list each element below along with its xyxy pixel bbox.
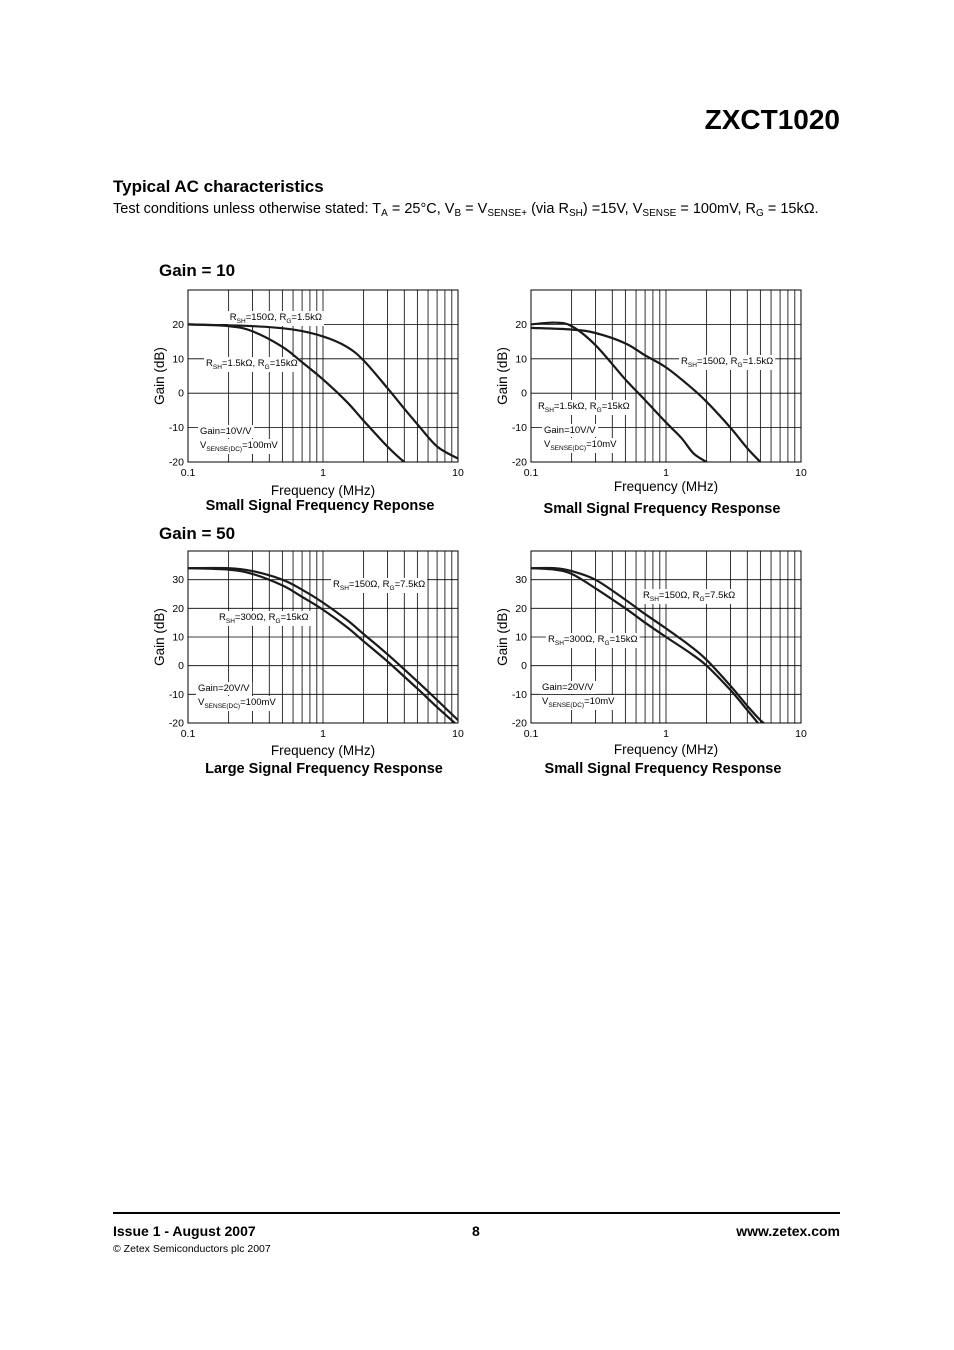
label-text: =7.5kΩ [704, 590, 736, 601]
y-tick-label: -10 [511, 688, 527, 701]
label-subscript: G [699, 596, 705, 603]
y-tick-label: -20 [511, 717, 527, 730]
chart-gain10-small-signal-10mv [483, 280, 823, 500]
label-text: =10mV [586, 439, 617, 450]
label-text: =100mV [240, 697, 276, 708]
label-text: =150Ω, R [696, 356, 738, 367]
chart-gain50-large-signal-100mv [140, 541, 480, 761]
label-subscript: G [264, 364, 270, 371]
label-text: =150Ω, R [348, 579, 390, 590]
conditions-note-gain: Gain=10V/V [544, 425, 596, 436]
label-text: =1.5kΩ, R [221, 358, 265, 369]
label-text: R [643, 590, 650, 601]
label-text: R [229, 312, 237, 323]
x-tick-label: 1 [663, 467, 669, 479]
label-subscript: SENSE(DC) [548, 702, 585, 709]
footer-website: www.zetex.com [736, 1223, 840, 1239]
label-text: R [538, 401, 545, 412]
label-subscript: SH [687, 362, 697, 369]
label-text: R [219, 612, 226, 623]
chart-caption: Large Signal Frequency Response [205, 761, 443, 777]
x-axis-title: Frequency (MHz) [613, 479, 719, 494]
y-tick-label: 10 [172, 353, 184, 366]
footer-page-number: 8 [472, 1223, 480, 1239]
x-tick-label: 0.1 [180, 467, 196, 479]
y-tick-label: -10 [168, 688, 184, 701]
y-tick-label: 20 [172, 602, 184, 615]
label-subscript: SH [554, 640, 564, 647]
label-text: =300Ω, R [234, 612, 276, 623]
y-axis-title: Gain (dB) [495, 608, 510, 666]
chart-gain50-small-signal-10mv [483, 541, 823, 761]
y-tick-label: 20 [515, 602, 527, 615]
label-subscript: G [604, 640, 610, 647]
label-subscript: G [737, 362, 743, 369]
x-tick-label: 10 [795, 728, 807, 740]
y-tick-label: 0 [521, 387, 527, 400]
label-subscript: SENSE(DC) [550, 445, 587, 452]
x-tick-label: 10 [452, 467, 464, 479]
label-text: =1.5kΩ, R [553, 401, 597, 412]
x-tick-label: 0.1 [523, 728, 539, 740]
y-tick-label: 10 [515, 353, 527, 366]
label-text: =100mV [242, 440, 278, 451]
x-tick-label: 1 [663, 728, 669, 740]
label-text: =15kΩ [269, 358, 298, 369]
label-text: R [206, 358, 213, 369]
y-tick-label: -20 [168, 456, 184, 469]
gain-50-label: Gain = 50 [159, 524, 236, 543]
test-conditions: Test conditions unless otherwise stated: $T_A = 25^\circ C$, $V_B = V_{SENSE+}$ (via $R_{SH}) =15V$, $V_{SENSE} = 100mV$, $R_G = 15k\Omega$. [113, 201, 819, 219]
y-tick-label: 10 [172, 631, 184, 644]
y-tick-label: 10 [515, 631, 527, 644]
label-subscript: G [275, 618, 281, 625]
label-text: =15kΩ [609, 634, 638, 645]
y-tick-label: 20 [172, 318, 184, 331]
y-tick-label: 30 [172, 574, 184, 587]
x-tick-label: 10 [795, 467, 807, 479]
section-heading: Typical AC characteristics [113, 177, 324, 196]
y-tick-label: 0 [178, 387, 184, 400]
label-text: R [548, 634, 555, 645]
x-tick-label: 10 [452, 728, 464, 740]
label-subscript: SENSE(DC) [206, 446, 243, 453]
label-subscript: SH [339, 585, 349, 592]
y-tick-label: -20 [511, 456, 527, 469]
y-axis-title: Gain (dB) [152, 347, 167, 405]
y-tick-label: 30 [515, 574, 527, 587]
conditions-note-gain: Gain=10V/V [200, 426, 252, 437]
label-text: =15kΩ [601, 401, 630, 412]
annotations [540, 589, 737, 710]
label-text: R [333, 579, 340, 590]
label-text: =10mV [584, 696, 615, 707]
label-text: R [681, 356, 688, 367]
label-subscript: SENSE(DC) [204, 703, 241, 710]
label-text: =1.5kΩ [291, 312, 322, 323]
label-text: V [544, 439, 551, 450]
y-tick-label: -10 [168, 422, 184, 435]
x-tick-label: 0.1 [523, 467, 539, 479]
x-tick-label: 1 [320, 728, 326, 740]
label-text: =300Ω, R [563, 634, 605, 645]
conditions-note-gain: Gain=20V/V [198, 683, 250, 694]
x-tick-label: 0.1 [180, 728, 196, 740]
chart-caption: Small Signal Frequency Reponse [205, 498, 435, 514]
chart-caption: Small Signal Frequency Response [543, 501, 781, 517]
label-subscript: G [596, 407, 602, 414]
x-axis-title: Frequency (MHz) [270, 483, 376, 498]
label-subscript: G [286, 318, 292, 325]
label-text: =150Ω, R [658, 590, 700, 601]
footer-issue: Issue 1 - August 2007 [113, 1223, 256, 1239]
label-text: =15kΩ [280, 612, 309, 623]
annotations [196, 578, 427, 711]
label-text: =150Ω, R [245, 312, 287, 323]
label-text: V [200, 440, 207, 451]
label-subscript: G [389, 585, 395, 592]
label-subscript: SH [544, 407, 554, 414]
y-tick-label: 20 [515, 318, 527, 331]
chart-caption: Small Signal Frequency Response [544, 761, 782, 777]
label-subscript: SH [212, 364, 222, 371]
label-text: =7.5kΩ [394, 579, 426, 590]
y-axis-title: Gain (dB) [152, 608, 167, 666]
x-tick-label: 1 [320, 467, 326, 479]
label-subscript: SH [225, 618, 235, 625]
label-subscript: SH [649, 596, 659, 603]
footer-divider [113, 1212, 840, 1214]
document-title: ZXCT1020 [704, 104, 840, 135]
x-axis-title: Frequency (MHz) [613, 742, 719, 757]
conditions-note-gain: Gain=20V/V [542, 682, 594, 693]
y-axis-title: Gain (dB) [495, 347, 510, 405]
y-tick-label: 0 [521, 660, 527, 673]
gain-10-label: Gain = 10 [159, 261, 236, 280]
footer-copyright: © Zetex Semiconductors plc 2007 [113, 1243, 271, 1255]
label-text: V [542, 696, 549, 707]
y-tick-label: 0 [178, 660, 184, 673]
label-subscript: SH [236, 318, 246, 325]
y-tick-label: -20 [168, 717, 184, 730]
x-axis-title: Frequency (MHz) [270, 743, 376, 758]
chart-gain10-small-signal-100mv [140, 280, 480, 500]
y-tick-label: -10 [511, 422, 527, 435]
label-text: =1.5kΩ [742, 356, 774, 367]
label-text: V [198, 697, 205, 708]
